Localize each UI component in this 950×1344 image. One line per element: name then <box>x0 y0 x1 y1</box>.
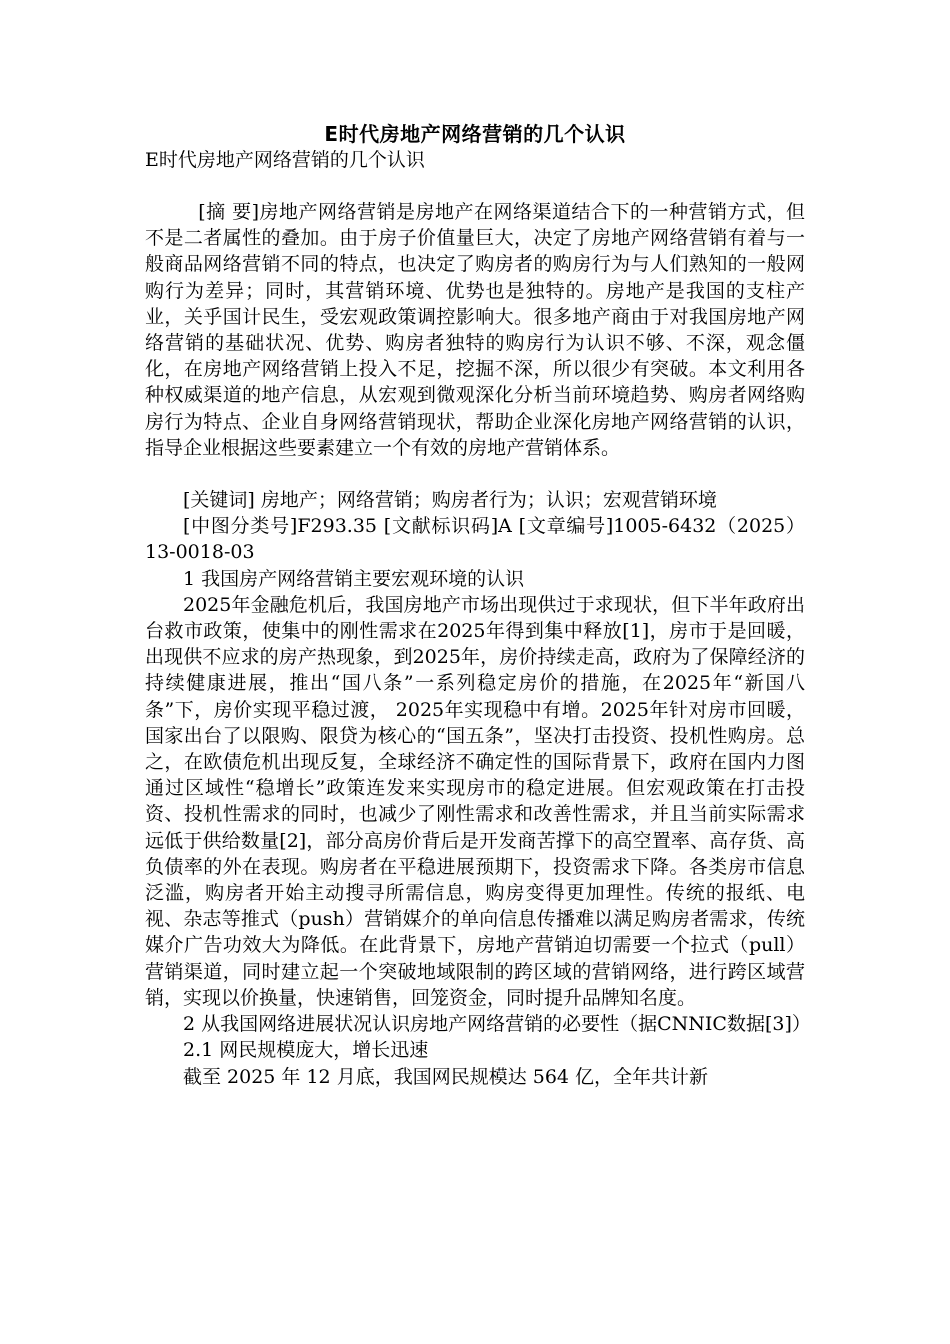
section-1-heading: 1 我国房产网络营销主要宏观环境的认识 <box>183 567 525 590</box>
document-page <box>145 120 811 1090</box>
keywords-paragraph: [关键词] 房地产；网络营销；购房者行为；认识；宏观营销环境 <box>183 489 717 512</box>
document-subtitle: E时代房地产网络营销的几个认识 <box>145 149 425 171</box>
section-2-heading: 2 从我国网络进展状况认识房地产网络营销的必要性（据CNNIC数据[3]） <box>183 1013 811 1036</box>
abstract-paragraph: [摘 要]房地产网络营销是房地产在网络渠道结合下的一种营销方式，但不是二者属性的叠加。由于房子价值量巨大，决定了房地产网络营销有着与一般商品网络营销不同的特点，也决定了购房者的购房行为与人们熟知的一般网购行为差异；同时，其营销环境、优势也是独特的。房地产是我国的支柱产业，关乎国计民生，受宏观政策调控影响大。很多地产商由于对我国房地产网络营销的基础状况、优势、购房者独特的购房行为认识不够、不深，观念僵化，在房地产网络营销上投入不足，挖掘不深，所以很少有突破。本文利用各种权威渠道的地产信息，从宏观到微观深化分析当前环境趋势、购房者网络购房行为特点、企业自身网络营销现状，帮助企业深化房地产网络营销的认识，指导企业根据这些要素建立一个有效的房地产营销体系。 <box>145 201 805 459</box>
spacer <box>145 461 805 487</box>
section-1-body: 2025年金融危机后，我国房地产市场出现供过于求现状，但下半年政府出台救市政策，使集中的刚性需求在2025年得到集中释放[1]，房市于是回暖，出现供不应求的房产热现象，到2025年，房价持续走高，政府为了保障经济的持续健康进展，推出“国八条”一系列稳定房价的措施，在2025年“新国八条”下，房价实现平稳过渡， 2025年实现稳中有增。2025年针对房市回暖，国家出台了以限购、限贷为核心的“国五条”，坚决打击投资、投机性购房。总之，在欧债危机出现反复，全球经济不确定性的国际背景下，政府在国内力图通过区域性“稳增长”政策连发来实现房市的稳定进展。但宏观政策在打击投资、投机性需求的同时，也减少了刚性需求和改善性需求，并且当前实际需求远低于供给数量[2]，部分高房价背后是开发商苦撑下的高空置率、高存货、高负债率的外在表现。购房者在平稳进展预期下，投资需求下降。各类房市信息泛滥，购房者开始主动搜寻所需信息，购房变得更加理性。传统的报纸、电视、杂志等推式（push）营销媒介的单向信息传播难以满足购房者需求，传统媒介广告功效大为降低。在此背景下，房地产营销迫切需要一个拉式（pull）营销渠道，同时建立起一个突破地域限制的跨区域的营销网络，进行跨区域营销，实现以价换量，快速销售，回笼资金，同时提升品牌知名度。 <box>145 593 805 1009</box>
spacer <box>145 173 805 199</box>
section-2-1-heading: 2.1 网民规模庞大，增长迅速 <box>183 1039 429 1062</box>
section-2-1-body: 截至 2025 年 12 月底，我国网民规模达 564 亿，全年共计新 <box>183 1065 709 1088</box>
document-title: E时代房地产网络营销的几个认识 <box>324 122 626 146</box>
classification-paragraph: [中图分类号]F293.35 [文献标识码]A [文章编号]1005-6432（2025）13-0018-03 <box>145 515 805 564</box>
